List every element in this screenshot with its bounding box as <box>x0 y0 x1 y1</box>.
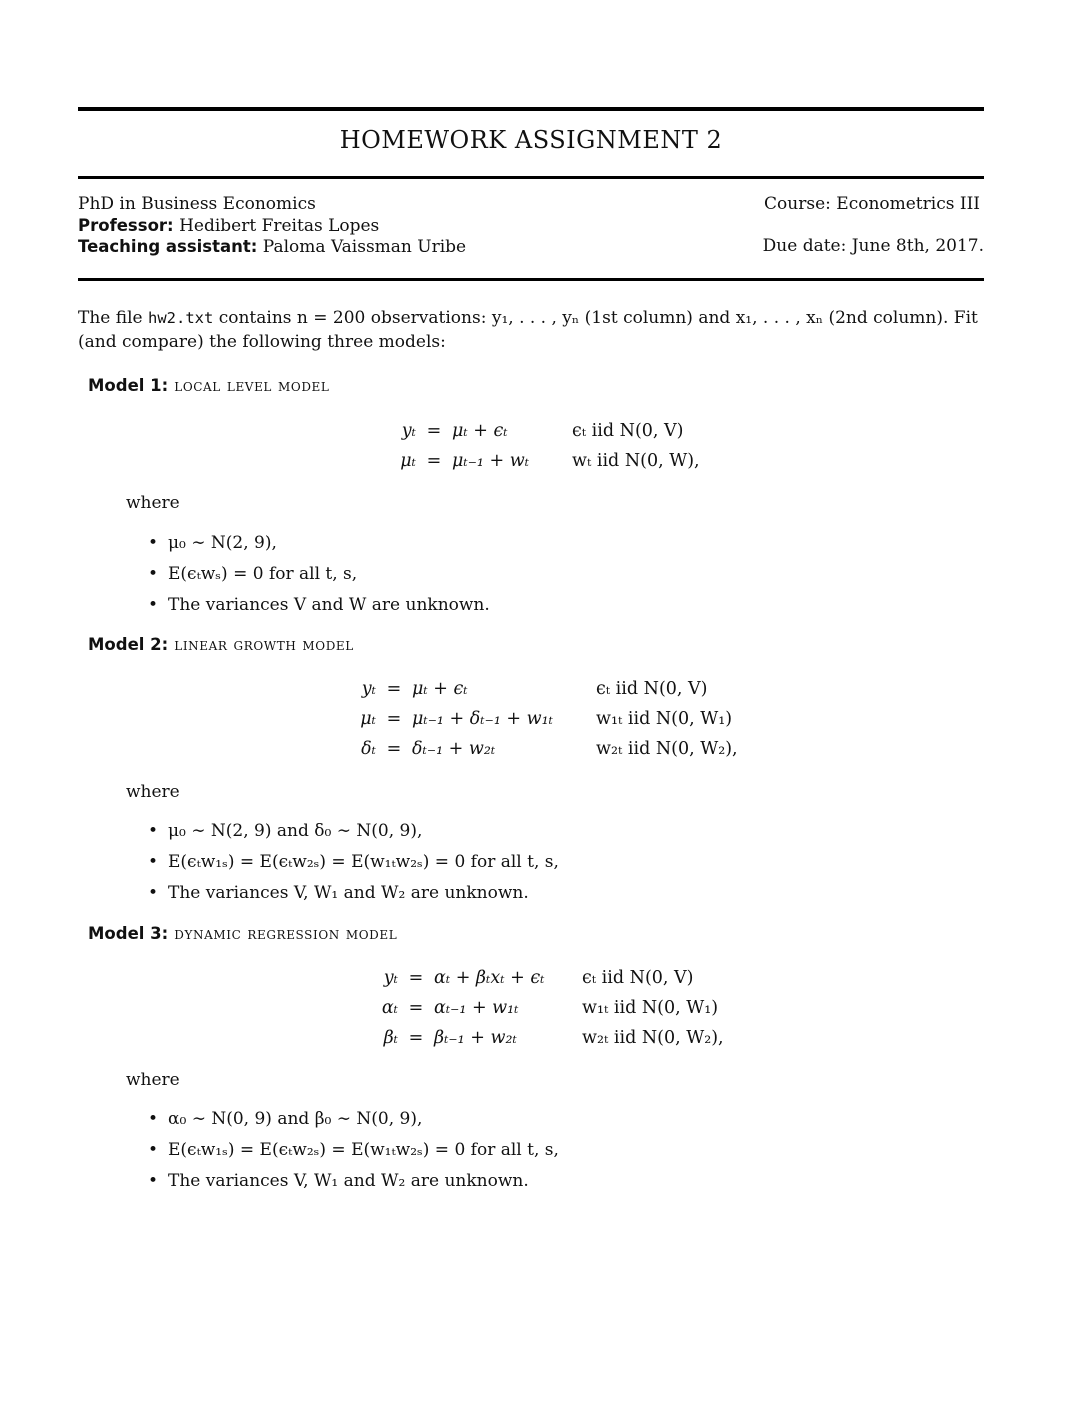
model-3-equations <box>362 963 724 1053</box>
equation-condition: w₁ₜ iid N(0, W₁) <box>582 998 719 1018</box>
intro-text-end: contains n = 200 observations: y₁, . . . , yₙ (1st column) and x₁, . . . , xₙ (2nd column). Fit (and compare) the following three models: <box>78 308 978 352</box>
due-date-text: Due date: June 8th, 2017. <box>762 236 984 256</box>
list-item: • E(ϵₜwₛ) = 0 for all t, s, <box>148 559 490 590</box>
equation-row <box>380 446 700 476</box>
equation-rhs: μₜ₋₁ + δₜ₋₁ + w₁ₜ <box>412 709 553 729</box>
program-text: PhD in Business Economics <box>78 194 316 214</box>
professor-name: Hedibert Freitas Lopes <box>179 216 380 236</box>
equation-lhs: yₜ <box>401 421 416 441</box>
equation-rhs: μₜ₋₁ + wₜ <box>452 451 530 471</box>
list-item: • μ₀ ∼ N(2, 9), <box>148 528 490 559</box>
ta-label: Teaching assistant: <box>78 237 258 256</box>
equation-lhs: yₜ <box>361 679 376 699</box>
equation-condition: wₜ iid N(0, W), <box>572 451 700 471</box>
model-1-assumptions <box>148 528 490 621</box>
model-2-heading <box>88 635 354 655</box>
equation-condition: w₂ₜ iid N(0, W₂), <box>596 739 738 759</box>
list-item: • μ₀ ∼ N(2, 9) and δ₀ ∼ N(0, 9), <box>148 816 559 847</box>
equation-lhs: μₜ <box>400 451 416 471</box>
equation-lhs: αₜ <box>381 998 398 1018</box>
model-1-name: local level model <box>174 376 330 396</box>
equation-row <box>380 416 700 446</box>
equation-op: = <box>408 1028 424 1048</box>
model-1-where: where <box>126 493 180 513</box>
equation-condition: ϵₜ iid N(0, V) <box>596 679 708 699</box>
equation-rhs: μₜ + ϵₜ <box>452 421 508 441</box>
equation-row <box>362 993 724 1023</box>
equation-row <box>344 704 738 734</box>
equation-op: = <box>408 998 424 1018</box>
equation-rhs: αₜ + βₜxₜ + ϵₜ <box>434 968 545 988</box>
equation-rhs: μₜ + ϵₜ <box>412 679 468 699</box>
equation-rhs: βₜ₋₁ + w₂ₜ <box>434 1028 517 1048</box>
file-name: hw2.txt <box>148 309 214 327</box>
title-rule <box>78 176 984 179</box>
model-2-name: linear growth model <box>174 635 354 655</box>
page-title: HOMEWORK ASSIGNMENT 2 <box>339 126 723 154</box>
model-3-name: dynamic regression model <box>174 924 398 944</box>
equation-condition: w₂ₜ iid N(0, W₂), <box>582 1028 724 1048</box>
list-item: • The variances V and W are unknown. <box>148 590 490 621</box>
model-2-label: Model 2: <box>88 635 169 654</box>
list-item: • α₀ ∼ N(0, 9) and β₀ ∼ N(0, 9), <box>148 1104 559 1135</box>
list-item: • The variances V, W₁ and W₂ are unknown. <box>148 1166 559 1197</box>
equation-condition: w₁ₜ iid N(0, W₁) <box>596 709 733 729</box>
model-2-equations <box>344 674 738 764</box>
model-2-where: where <box>126 782 180 802</box>
model-1-heading <box>88 376 329 396</box>
ta-line <box>78 236 466 258</box>
equation-lhs: μₜ <box>360 709 376 729</box>
course-text: Course: Econometrics III <box>764 194 980 214</box>
model-2-assumptions <box>148 816 559 909</box>
equation-condition: ϵₜ iid N(0, V) <box>572 421 684 441</box>
model-1-equations <box>380 416 700 476</box>
equation-op: = <box>426 451 442 471</box>
top-rule <box>78 107 984 111</box>
header-rule <box>78 278 984 281</box>
equation-op: = <box>386 679 402 699</box>
equation-lhs: δₜ <box>361 739 376 759</box>
model-1-label: Model 1: <box>88 376 169 395</box>
professor-line <box>78 215 379 237</box>
model-3-heading <box>88 924 397 944</box>
professor-label: Professor: <box>78 216 174 235</box>
model-3-where: where <box>126 1070 180 1090</box>
equation-rhs: αₜ₋₁ + w₁ₜ <box>434 998 519 1018</box>
ta-name: Paloma Vaissman Uribe <box>262 237 467 257</box>
equation-row <box>362 963 724 993</box>
equation-op: = <box>386 739 402 759</box>
intro-text-start: The file <box>78 308 148 328</box>
list-item: • The variances V, W₁ and W₂ are unknown. <box>148 878 559 909</box>
equation-lhs: yₜ <box>383 968 398 988</box>
equation-row <box>362 1023 724 1053</box>
equation-op: = <box>426 421 442 441</box>
list-item: • E(ϵₜw₁ₛ) = E(ϵₜw₂ₛ) = E(w₁ₜw₂ₛ) = 0 for all t, s, <box>148 1135 559 1166</box>
equation-row <box>344 734 738 764</box>
equation-condition: ϵₜ iid N(0, V) <box>582 968 694 988</box>
model-3-label: Model 3: <box>88 924 169 943</box>
intro-paragraph <box>78 306 984 354</box>
model-3-assumptions <box>148 1104 559 1197</box>
equation-op: = <box>386 709 402 729</box>
equation-lhs: βₜ <box>383 1028 398 1048</box>
equation-op: = <box>408 968 424 988</box>
list-item: • E(ϵₜw₁ₛ) = E(ϵₜw₂ₛ) = E(w₁ₜw₂ₛ) = 0 for all t, s, <box>148 847 559 878</box>
equation-rhs: δₜ₋₁ + w₂ₜ <box>412 739 496 759</box>
equation-row <box>344 674 738 704</box>
